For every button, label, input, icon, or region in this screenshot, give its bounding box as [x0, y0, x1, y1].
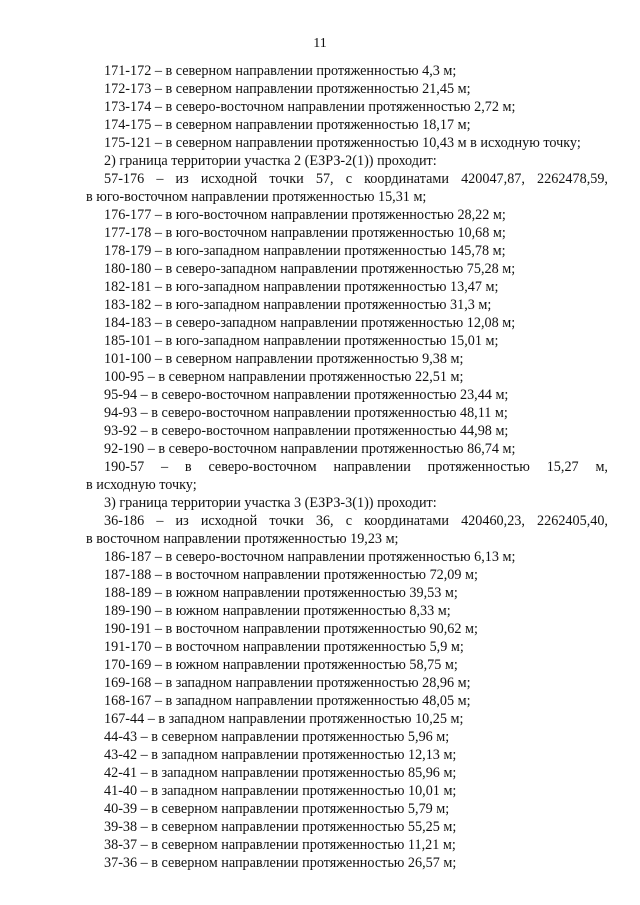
word: 190-57 [104, 459, 145, 475]
word: протяженностью [427, 459, 530, 475]
text-line: 186-187 – в северо-восточном направлении протяженностью 6,13 м; [104, 549, 516, 565]
word: из [175, 513, 189, 529]
word: м, [595, 459, 608, 475]
word: северо-восточном [208, 459, 317, 475]
word: в [184, 459, 192, 475]
text-line: 44-43 – в северном направлении протяженностью 5,96 м; [104, 729, 450, 745]
text-line: 41-40 – в западном направлении протяженностью 10,01 м; [104, 783, 457, 799]
word: с [345, 171, 353, 187]
text-line: 185-101 – в юго-западном направлении протяженностью 15,01 м; [104, 333, 499, 349]
text-line-justified [104, 170, 608, 188]
text-line: 42-41 – в западном направлении протяженностью 85,96 м; [104, 765, 457, 781]
text-line: 176-177 – в юго-восточном направлении протяженностью 28,22 м; [104, 207, 506, 223]
text-line: 183-182 – в юго-западном направлении протяженностью 31,3 м; [104, 297, 492, 313]
text-line: 189-190 – в южном направлении протяженностью 8,33 м; [104, 603, 451, 619]
text-line: 180-180 – в северо-западном направлении протяженностью 75,28 м; [104, 261, 516, 277]
text-line: 170-169 – в южном направлении протяженностью 58,75 м; [104, 657, 458, 673]
text-line: 188-189 – в южном направлении протяженностью 39,53 м; [104, 585, 458, 601]
text-line: 38-37 – в северном направлении протяженностью 11,21 м; [104, 837, 456, 853]
word: 2262478,59, [537, 171, 608, 187]
text-line: 39-38 – в северном направлении протяженностью 55,25 м; [104, 819, 457, 835]
text-line: 190-191 – в восточном направлении протяженностью 90,62 м; [104, 621, 478, 637]
text-line: 169-168 – в западном направлении протяженностью 28,96 м; [104, 675, 471, 691]
text-line: 182-181 – в юго-западном направлении протяженностью 13,47 м; [104, 279, 499, 295]
word: 36, [315, 513, 334, 529]
word: 36-186 [104, 513, 145, 529]
text-line: 187-188 – в восточном направлении протяженностью 72,09 м; [104, 567, 478, 583]
text-line: 171-172 – в северном направлении протяженностью 4,3 м; [104, 63, 457, 79]
word: координатами [364, 171, 449, 187]
word: – [161, 459, 169, 475]
text-line: 40-39 – в северном направлении протяженностью 5,79 м; [104, 801, 450, 817]
word: исходной [200, 513, 258, 529]
word: 2262405,40, [537, 513, 608, 529]
text-line: 168-167 – в западном направлении протяженностью 48,05 м; [104, 693, 471, 709]
text-line: 172-173 – в северном направлении протяженностью 21,45 м; [104, 81, 471, 97]
text-line: 100-95 – в северном направлении протяженностью 22,51 м; [104, 369, 464, 385]
text-line: 37-36 – в северном направлении протяженностью 26,57 м; [104, 855, 457, 871]
section-heading: 2) граница территории участка 2 (ЕЗРЗ-2(1)) проходит: [104, 153, 437, 169]
word: исходной [200, 171, 258, 187]
page-number: 11 [313, 36, 327, 51]
text-line: в юго-восточном направлении протяженностью 15,31 м; [86, 189, 427, 205]
text-line: 173-174 – в северо-восточном направлении протяженностью 2,72 м; [104, 99, 516, 115]
word: координатами [364, 513, 449, 529]
word: 420047,87, [461, 171, 525, 187]
text-line: 177-178 – в юго-восточном направлении протяженностью 10,68 м; [104, 225, 506, 241]
word: – [156, 513, 164, 529]
word: – [156, 171, 164, 187]
word: с [345, 513, 353, 529]
text-line-justified [104, 512, 608, 530]
word: 420460,23, [461, 513, 525, 529]
text-line: 184-183 – в северо-западном направлении протяженностью 12,08 м; [104, 315, 516, 331]
text-line: 167-44 – в западном направлении протяженностью 10,25 м; [104, 711, 464, 727]
word: точки [269, 513, 304, 529]
text-line: 43-42 – в западном направлении протяженностью 12,13 м; [104, 747, 457, 763]
word: 15,27 [546, 459, 579, 475]
word: 57, [315, 171, 334, 187]
text-line: 191-170 – в восточном направлении протяженностью 5,9 м; [104, 639, 464, 655]
text-line: 94-93 – в северо-восточном направлении протяженностью 48,11 м; [104, 405, 508, 421]
text-line: 95-94 – в северо-восточном направлении протяженностью 23,44 м; [104, 387, 509, 403]
text-line: в восточном направлении протяженностью 19,23 м; [86, 531, 399, 547]
text-line-justified [104, 458, 608, 476]
text-line: в исходную точку; [86, 477, 197, 493]
section-heading: 3) граница территории участка 3 (ЕЗРЗ-3(1)) проходит: [104, 495, 437, 511]
word: из [175, 171, 189, 187]
word: 57-176 [104, 171, 145, 187]
text-line: 175-121 – в северном направлении протяженностью 10,43 м в исходную точку; [104, 135, 581, 151]
text-line: 174-175 – в северном направлении протяженностью 18,17 м; [104, 117, 471, 133]
word: точки [269, 171, 304, 187]
word: направлении [333, 459, 411, 475]
text-line: 93-92 – в северо-восточном направлении протяженностью 44,98 м; [104, 423, 509, 439]
text-line: 92-190 – в северо-восточном направлении протяженностью 86,74 м; [104, 441, 516, 457]
text-line: 178-179 – в юго-западном направлении протяженностью 145,78 м; [104, 243, 506, 259]
text-line: 101-100 – в северном направлении протяженностью 9,38 м; [104, 351, 464, 367]
